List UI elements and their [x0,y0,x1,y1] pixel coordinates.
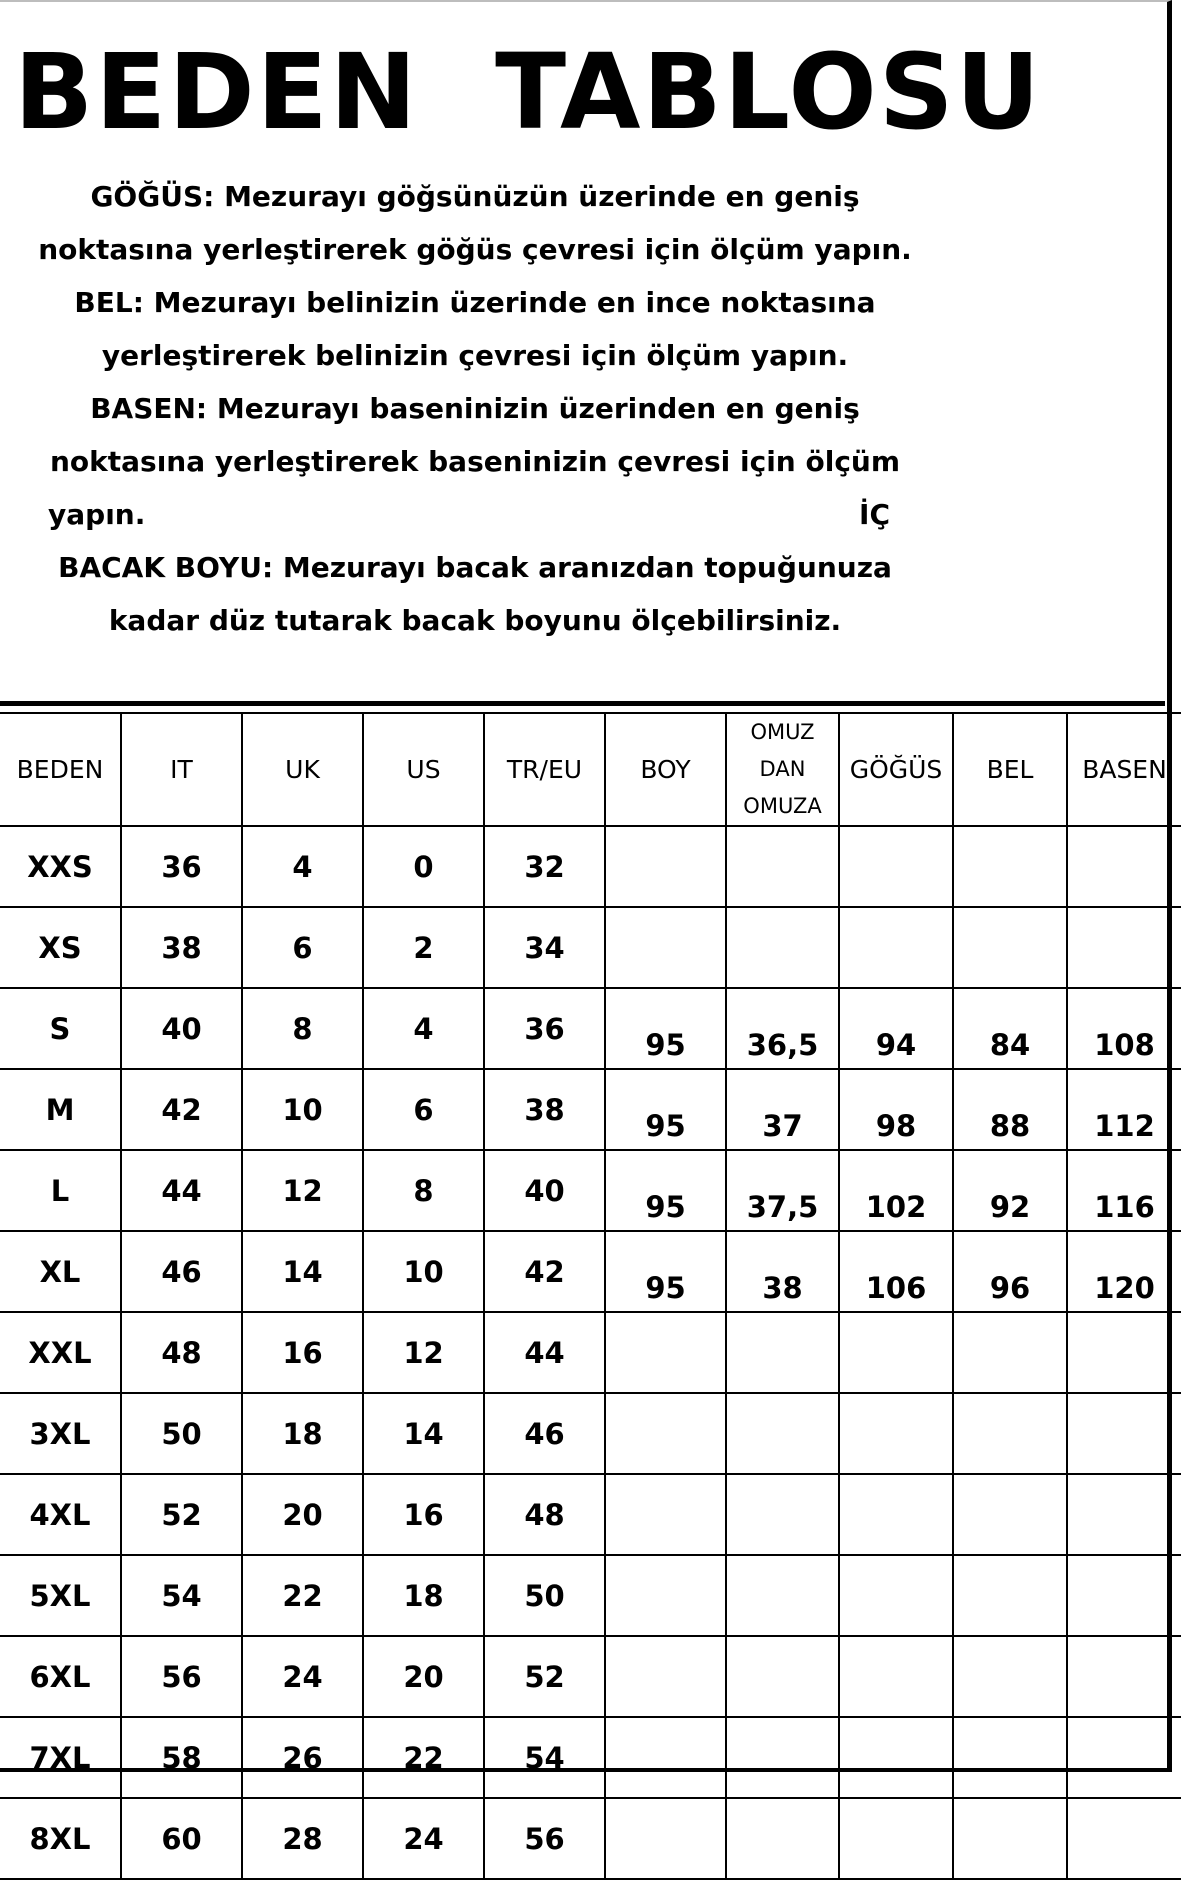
cell-it: 56 [121,1636,242,1717]
instruction-line: BACAK BOYU: Mezurayı bacak aranızdan topuğunuza [58,551,892,584]
cell-uk: 16 [242,1312,363,1393]
cell-basen [1067,1717,1181,1798]
size-table [0,712,1181,1880]
cell-us: 4 [363,988,484,1069]
cell-tr-eu: 32 [484,826,605,907]
cell-uk: 28 [242,1798,363,1879]
cell-beden: M [0,1069,121,1150]
cell-boy [605,1312,726,1393]
cell-omuzdan-omuza [726,826,839,907]
cell-basen [1067,1312,1181,1393]
cell-gogus [839,1798,953,1879]
cell-boy: 95 [605,1069,726,1150]
instruction-line [30,488,920,541]
header-tr-eu: TR/EU [484,713,605,826]
cell-uk: 6 [242,907,363,988]
header-beden: BEDEN [0,713,121,826]
instruction-line: GÖĞÜS: Mezurayı göğsünüzün üzerinde en geniş [90,180,860,213]
cell-boy [605,1555,726,1636]
header-boy: BOY [605,713,726,826]
cell-basen [1067,1798,1181,1879]
cell-omuzdan-omuza [726,1798,839,1879]
cell-it: 40 [121,988,242,1069]
cell-it: 42 [121,1069,242,1150]
cell-gogus: 98 [839,1069,953,1150]
instruction-line: yerleştirerek belinizin çevresi için ölçüm yapın. [101,339,849,372]
cell-basen [1067,1555,1181,1636]
cell-basen [1067,1393,1181,1474]
cell-beden: S [0,988,121,1069]
cell-boy: 95 [605,988,726,1069]
header-omuz-line: OMUZ [750,720,815,744]
measurement-instructions [30,170,920,647]
cell-beden: 7XL [0,1717,121,1798]
instruction-line: BEL: Mezurayı belinizin üzerinde en ince noktasına [74,286,876,319]
cell-bel [953,1717,1067,1798]
cell-beden: 3XL [0,1393,121,1474]
cell-bel [953,1474,1067,1555]
cell-omuzdan-omuza [726,1555,839,1636]
cell-it: 46 [121,1231,242,1312]
cell-us: 10 [363,1231,484,1312]
table-row [0,1798,1181,1879]
cell-uk: 14 [242,1231,363,1312]
cell-boy [605,1636,726,1717]
cell-beden: 6XL [0,1636,121,1717]
cell-omuzdan-omuza [726,907,839,988]
cell-us: 2 [363,907,484,988]
table-row [0,1312,1181,1393]
table-row [0,1636,1181,1717]
header-uk: UK [242,713,363,826]
table-row [0,826,1181,907]
cell-gogus: 94 [839,988,953,1069]
cell-bel [953,1798,1067,1879]
table-row [0,1474,1181,1555]
cell-beden: L [0,1150,121,1231]
header-omuz-line: OMUZA [743,794,822,818]
cell-beden: XXS [0,826,121,907]
header-basen: BASEN [1067,713,1181,826]
cell-uk: 8 [242,988,363,1069]
cell-tr-eu: 34 [484,907,605,988]
cell-it: 48 [121,1312,242,1393]
cell-it: 38 [121,907,242,988]
cell-uk: 4 [242,826,363,907]
cell-beden: XXL [0,1312,121,1393]
cell-omuzdan-omuza [726,1312,839,1393]
header-gogus: GÖĞÜS [839,713,953,826]
cell-uk: 24 [242,1636,363,1717]
cell-bel: 88 [953,1069,1067,1150]
cell-boy: 95 [605,1231,726,1312]
cell-omuzdan-omuza: 37,5 [726,1150,839,1231]
table-row [0,1555,1181,1636]
cell-beden: XS [0,907,121,988]
table-row [0,1231,1181,1312]
cell-it: 60 [121,1798,242,1879]
cell-bel [953,1555,1067,1636]
cell-gogus [839,1636,953,1717]
cell-gogus: 106 [839,1231,953,1312]
cell-omuzdan-omuza [726,1393,839,1474]
header-bel: BEL [953,713,1067,826]
cell-basen [1067,907,1181,988]
cell-gogus: 102 [839,1150,953,1231]
header-omuz-line: DAN [759,757,806,781]
cell-tr-eu: 56 [484,1798,605,1879]
cell-tr-eu: 44 [484,1312,605,1393]
cell-us: 22 [363,1717,484,1798]
cell-omuzdan-omuza: 38 [726,1231,839,1312]
instruction-line: noktasına yerleştirerek baseninizin çevresi için ölçüm [49,445,901,478]
table-row [0,988,1181,1069]
cell-basen: 108 [1067,988,1181,1069]
cell-us: 18 [363,1555,484,1636]
cell-omuzdan-omuza: 36,5 [726,988,839,1069]
cell-it: 52 [121,1474,242,1555]
cell-basen: 116 [1067,1150,1181,1231]
header-it: IT [121,713,242,826]
cell-tr-eu: 48 [484,1474,605,1555]
cell-boy [605,907,726,988]
header-omuzdan-omuza [726,713,839,826]
cell-tr-eu: 52 [484,1636,605,1717]
instruction-line-right: İÇ [859,498,890,531]
table-row [0,1069,1181,1150]
cell-us: 12 [363,1312,484,1393]
cell-basen [1067,1636,1181,1717]
cell-boy [605,1474,726,1555]
cell-bel [953,1636,1067,1717]
instruction-line: kadar düz tutarak bacak boyunu ölçebilirsiniz. [108,604,842,637]
cell-us: 16 [363,1474,484,1555]
cell-bel [953,826,1067,907]
cell-it: 36 [121,826,242,907]
cell-boy: 95 [605,1150,726,1231]
page-title: BEDEN TABLOSU [14,31,1043,153]
cell-basen: 120 [1067,1231,1181,1312]
cell-uk: 10 [242,1069,363,1150]
cell-basen [1067,1474,1181,1555]
cell-tr-eu: 54 [484,1717,605,1798]
cell-tr-eu: 46 [484,1393,605,1474]
cell-tr-eu: 40 [484,1150,605,1231]
cell-us: 24 [363,1798,484,1879]
table-row [0,1393,1181,1474]
cell-omuzdan-omuza [726,1636,839,1717]
cell-tr-eu: 36 [484,988,605,1069]
cell-uk: 12 [242,1150,363,1231]
cell-tr-eu: 38 [484,1069,605,1150]
table-row [0,1150,1181,1231]
cell-beden: XL [0,1231,121,1312]
cell-gogus [839,1555,953,1636]
cell-tr-eu: 50 [484,1555,605,1636]
cell-us: 20 [363,1636,484,1717]
cell-bel: 84 [953,988,1067,1069]
cell-us: 14 [363,1393,484,1474]
cell-uk: 22 [242,1555,363,1636]
cell-it: 58 [121,1717,242,1798]
cell-tr-eu: 42 [484,1231,605,1312]
cell-gogus [839,1312,953,1393]
instruction-line-left: yapın. [48,498,146,531]
cell-us: 8 [363,1150,484,1231]
table-row [0,1717,1181,1798]
table-row [0,907,1181,988]
cell-bel [953,1312,1067,1393]
cell-boy [605,826,726,907]
cell-uk: 20 [242,1474,363,1555]
cell-gogus [839,907,953,988]
cell-boy [605,1717,726,1798]
cell-beden: 5XL [0,1555,121,1636]
cell-basen: 112 [1067,1069,1181,1150]
cell-it: 54 [121,1555,242,1636]
cell-omuzdan-omuza [726,1717,839,1798]
cell-beden: 8XL [0,1798,121,1879]
cell-omuzdan-omuza: 37 [726,1069,839,1150]
cell-us: 6 [363,1069,484,1150]
cell-it: 44 [121,1150,242,1231]
cell-us: 0 [363,826,484,907]
instruction-line: noktasına yerleştirerek göğüs çevresi için ölçüm yapın. [38,233,912,266]
instruction-line: BASEN: Mezurayı baseninizin üzerinden en geniş [90,392,860,425]
cell-gogus [839,1474,953,1555]
cell-uk: 18 [242,1393,363,1474]
cell-boy [605,1798,726,1879]
cell-gogus [839,1717,953,1798]
cell-beden: 4XL [0,1474,121,1555]
cell-boy [605,1393,726,1474]
cell-bel [953,1393,1067,1474]
cell-bel: 96 [953,1231,1067,1312]
cell-omuzdan-omuza [726,1474,839,1555]
size-chart-header [0,2,1165,706]
cell-bel: 92 [953,1150,1067,1231]
cell-gogus [839,1393,953,1474]
cell-basen [1067,826,1181,907]
header-us: US [363,713,484,826]
table-header-row [0,713,1181,826]
cell-uk: 26 [242,1717,363,1798]
cell-bel [953,907,1067,988]
cell-gogus [839,826,953,907]
cell-it: 50 [121,1393,242,1474]
